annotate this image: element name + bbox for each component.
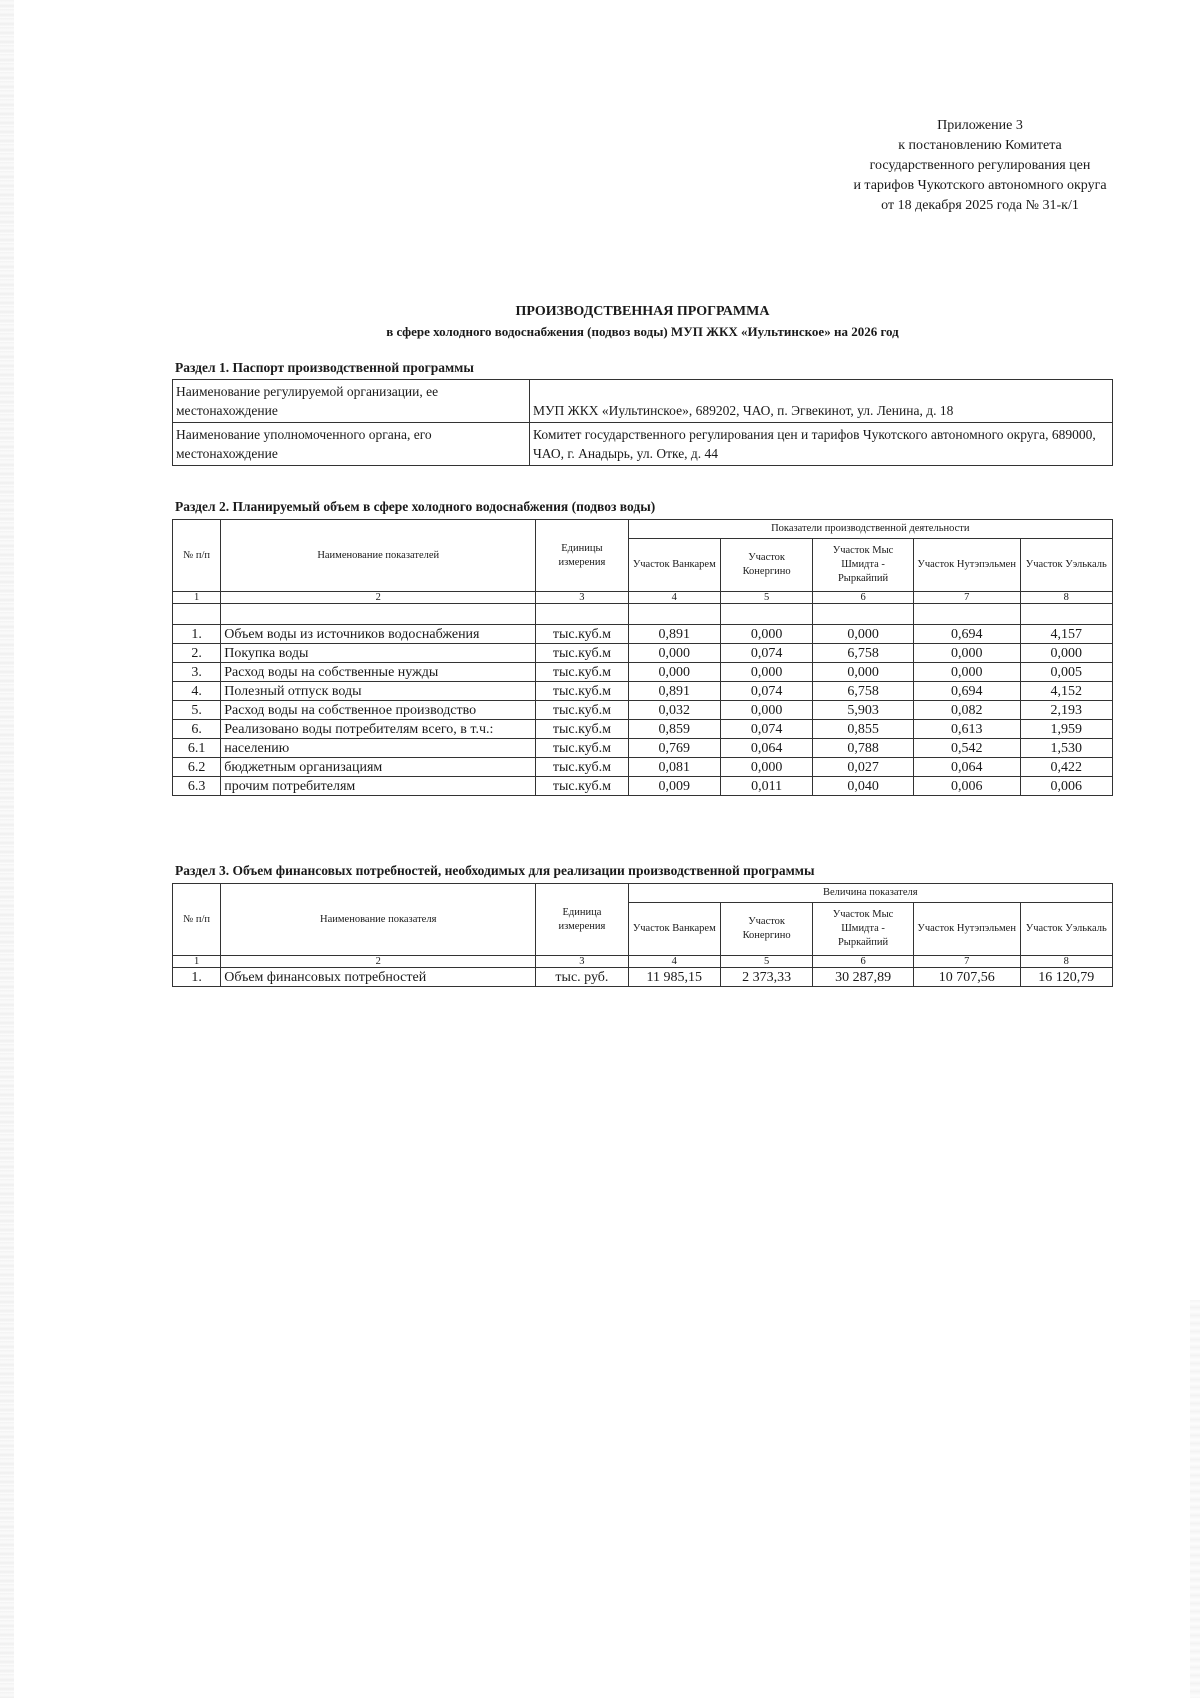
row-value: 0,694	[913, 625, 1020, 644]
title-sub: в сфере холодного водоснабжения (подвоз воды) МУП ЖКХ «Иультинское» на 2026 год	[386, 324, 899, 339]
passport-label: Наименование уполномоченного органа, его местонахождение	[173, 423, 530, 466]
table-row	[173, 968, 1113, 987]
row-value: 0,000	[720, 663, 812, 682]
column-number-row	[173, 592, 1113, 604]
passport-label: Наименование регулируемой организации, ее местонахождение	[173, 380, 530, 423]
row-value: 0,000	[628, 644, 720, 663]
row-num: 1.	[173, 968, 221, 987]
row-num: 6.1	[173, 739, 221, 758]
section1-title: Раздел 1. Паспорт производственной программы	[175, 360, 474, 375]
row-num: 6.2	[173, 758, 221, 777]
row-value: 2 373,33	[720, 968, 812, 987]
row-value: 0,891	[628, 682, 720, 701]
row-value: 0,027	[813, 758, 914, 777]
row-value: 1,530	[1020, 739, 1112, 758]
row-value: 0,000	[913, 663, 1020, 682]
column-number: 3	[536, 592, 628, 604]
row-unit: тыс.куб.м	[536, 758, 628, 777]
header-col: Участок Мыс Шмидта - Рыркайпий	[813, 903, 914, 956]
row-name: Объем воды из источников водоснабжения	[221, 625, 536, 644]
annex-line: Приложение 3	[937, 118, 1023, 133]
header-col: Участок Мыс Шмидта - Рыркайпий	[813, 539, 914, 592]
column-number-row	[173, 956, 1113, 968]
header-group: Величина показателя	[628, 884, 1112, 903]
row-value: 0,694	[913, 682, 1020, 701]
header-unit: Единицы измерения	[536, 520, 628, 592]
row-value: 2,193	[1020, 701, 1112, 720]
section3-title: Раздел 3. Объем финансовых потребностей, необходимых для реализации производственной программы	[175, 863, 815, 878]
row-value: 0,000	[720, 625, 812, 644]
row-num: 1.	[173, 625, 221, 644]
row-unit: тыс.куб.м	[536, 644, 628, 663]
passport-table	[172, 379, 1113, 466]
title-main: ПРОИЗВОДСТВЕННАЯ ПРОГРАММА	[515, 304, 770, 319]
header-col: Участок Нутэпэльмен	[913, 903, 1020, 956]
row-value: 30 287,89	[813, 968, 914, 987]
row-value: 1,959	[1020, 720, 1112, 739]
annex-line: и тарифов Чукотского автономного округа	[853, 178, 1107, 193]
row-value: 0,000	[628, 663, 720, 682]
header-row	[173, 520, 1113, 539]
row-value: 0,032	[628, 701, 720, 720]
column-number: 8	[1020, 956, 1112, 968]
column-number: 8	[1020, 592, 1112, 604]
header-name: Наименование показателей	[221, 520, 536, 592]
row-value: 0,855	[813, 720, 914, 739]
row-num: 5.	[173, 701, 221, 720]
passport-value: Комитет государственного регулирования цен и тарифов Чукотского автономного округа, 689000, ЧАО, г. Анадырь, ул. Отке, д. 44	[530, 423, 1113, 466]
passport-row	[173, 423, 1113, 466]
column-number: 2	[221, 592, 536, 604]
row-value: 0,006	[1020, 777, 1112, 796]
row-value: 4,157	[1020, 625, 1112, 644]
annex-block	[780, 116, 1180, 216]
row-value: 0,000	[813, 625, 914, 644]
column-number: 5	[720, 956, 812, 968]
row-value: 0,005	[1020, 663, 1112, 682]
table-row	[173, 701, 1113, 720]
column-number: 2	[221, 956, 536, 968]
row-value: 0,064	[913, 758, 1020, 777]
row-name: населению	[221, 739, 536, 758]
header-unit: Единица измерения	[536, 884, 628, 956]
row-value: 0,613	[913, 720, 1020, 739]
header-row	[173, 884, 1113, 903]
row-value: 11 985,15	[628, 968, 720, 987]
row-unit: тыс.куб.м	[536, 701, 628, 720]
scan-edge-right	[1190, 1300, 1200, 1698]
row-value: 5,903	[813, 701, 914, 720]
header-col: Участок Уэлькаль	[1020, 539, 1112, 592]
row-value: 0,769	[628, 739, 720, 758]
row-num: 6.3	[173, 777, 221, 796]
row-name: прочим потребителям	[221, 777, 536, 796]
column-number: 4	[628, 956, 720, 968]
row-value: 0,064	[720, 739, 812, 758]
header-col: Участок Уэлькаль	[1020, 903, 1112, 956]
row-name: Расход воды на собственные нужды	[221, 663, 536, 682]
row-value: 0,081	[628, 758, 720, 777]
row-value: 0,422	[1020, 758, 1112, 777]
row-value: 0,000	[913, 644, 1020, 663]
section2-title: Раздел 2. Планируемый объем в сфере холодного водоснабжения (подвоз воды)	[175, 499, 656, 514]
column-number: 3	[536, 956, 628, 968]
row-name: Объем финансовых потребностей	[221, 968, 536, 987]
row-value: 0,000	[1020, 644, 1112, 663]
header-col: Участок Конергино	[720, 539, 812, 592]
column-number: 1	[173, 592, 221, 604]
column-number: 7	[913, 592, 1020, 604]
header-group: Показатели производственной деятельности	[628, 520, 1112, 539]
table-row	[173, 663, 1113, 682]
row-value: 0,074	[720, 644, 812, 663]
table-row	[173, 739, 1113, 758]
row-value: 0,000	[720, 758, 812, 777]
row-num: 4.	[173, 682, 221, 701]
header-name: Наименование показателя	[221, 884, 536, 956]
row-value: 0,011	[720, 777, 812, 796]
header-num: № п/п	[173, 520, 221, 592]
column-number: 7	[913, 956, 1020, 968]
row-unit: тыс.куб.м	[536, 663, 628, 682]
volume-table	[172, 519, 1113, 796]
column-number: 5	[720, 592, 812, 604]
row-value: 0,000	[720, 701, 812, 720]
row-value: 0,006	[913, 777, 1020, 796]
row-num: 6.	[173, 720, 221, 739]
row-value: 0,074	[720, 682, 812, 701]
passport-row	[173, 380, 1113, 423]
row-value: 6,758	[813, 644, 914, 663]
row-value: 10 707,56	[913, 968, 1020, 987]
row-value: 0,040	[813, 777, 914, 796]
row-value: 0,542	[913, 739, 1020, 758]
row-value: 6,758	[813, 682, 914, 701]
table-row	[173, 682, 1113, 701]
table-row	[173, 777, 1113, 796]
row-name: Полезный отпуск воды	[221, 682, 536, 701]
column-number: 6	[813, 592, 914, 604]
row-value: 0,859	[628, 720, 720, 739]
table-row	[173, 720, 1113, 739]
annex-line: от 18 декабря 2025 года № 31-к/1	[881, 198, 1079, 213]
table-row	[173, 625, 1113, 644]
row-value: 0,000	[813, 663, 914, 682]
header-col: Участок Конергино	[720, 903, 812, 956]
row-value: 16 120,79	[1020, 968, 1112, 987]
row-unit: тыс.куб.м	[536, 720, 628, 739]
row-value: 0,009	[628, 777, 720, 796]
table-row	[173, 644, 1113, 663]
column-number: 1	[173, 956, 221, 968]
header-col: Участок Ванкарем	[628, 539, 720, 592]
row-value: 0,891	[628, 625, 720, 644]
header-col: Участок Нутэпэльмен	[913, 539, 1020, 592]
column-number: 4	[628, 592, 720, 604]
passport-value: МУП ЖКХ «Иультинское», 689202, ЧАО, п. Эгвекинот, ул. Ленина, д. 18	[530, 380, 1113, 423]
row-name: Покупка воды	[221, 644, 536, 663]
row-unit: тыс.куб.м	[536, 625, 628, 644]
header-col: Участок Ванкарем	[628, 903, 720, 956]
row-name: бюджетным организациям	[221, 758, 536, 777]
row-value: 0,788	[813, 739, 914, 758]
annex-line: государственного регулирования цен	[869, 158, 1091, 173]
row-value: 0,074	[720, 720, 812, 739]
row-unit: тыс.куб.м	[536, 682, 628, 701]
scan-edge-left	[0, 0, 14, 1698]
finance-table	[172, 883, 1113, 987]
header-num: № п/п	[173, 884, 221, 956]
document-title	[170, 302, 1115, 342]
row-value: 4,152	[1020, 682, 1112, 701]
spacer-row	[173, 604, 1113, 625]
row-num: 3.	[173, 663, 221, 682]
row-num: 2.	[173, 644, 221, 663]
row-name: Реализовано воды потребителям всего, в т.ч.:	[221, 720, 536, 739]
row-value: 0,082	[913, 701, 1020, 720]
row-unit: тыс.куб.м	[536, 739, 628, 758]
row-name: Расход воды на собственное производство	[221, 701, 536, 720]
row-unit: тыс.куб.м	[536, 777, 628, 796]
column-number: 6	[813, 956, 914, 968]
table-row	[173, 758, 1113, 777]
annex-line: к постановлению Комитета	[898, 138, 1062, 153]
row-unit: тыс. руб.	[536, 968, 628, 987]
